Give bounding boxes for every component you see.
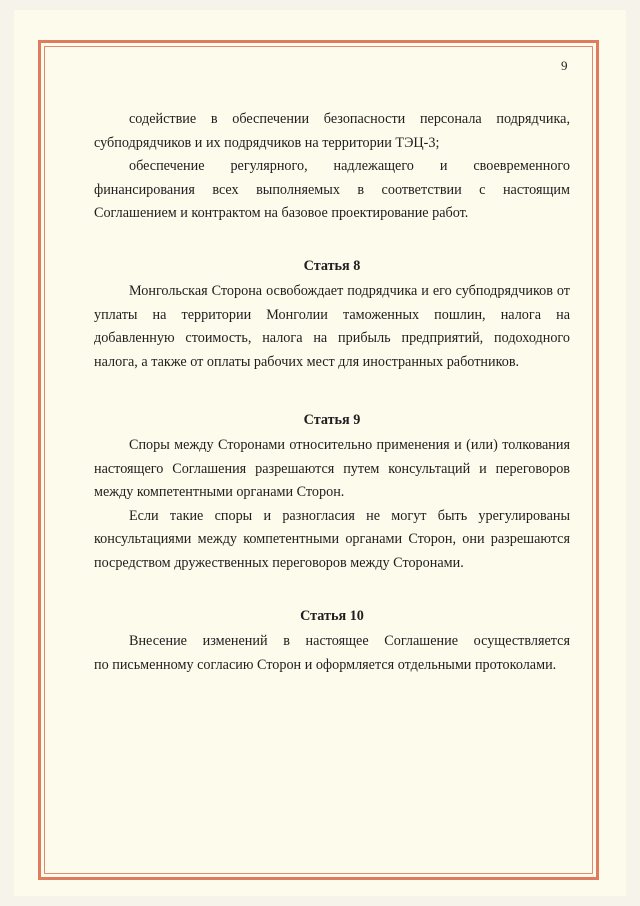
text-line: добавленную стоимость, налога на прибыль предприятий, подоходного [94, 330, 570, 346]
text-line: посредством дружественных переговоров между Сторонами. [94, 554, 464, 571]
text-line: между компетентными органами Сторон. [94, 484, 345, 500]
text-line: Если такие споры и разногласия не могут быть урегулированы [129, 507, 570, 524]
text-line: по письменному согласию Сторон и оформляется отдельными протоколами. [94, 656, 557, 673]
text-line: Внесение изменений в настоящее Соглашение осуществляется [129, 633, 570, 649]
text-line: Споры между Сторонами относительно применения и (или) толкования [129, 437, 570, 453]
article-8-heading: Статья 8 [303, 258, 361, 274]
text-line: Соглашением и контрактом на базовое проектирование работ. [94, 205, 469, 221]
text-line: финансирования всех выполняемых в соответствии с настоящим [94, 181, 570, 198]
text-line: налога, а также от оплаты рабочих мест для иностранных работников. [94, 353, 520, 370]
article-10-heading: Статья 10 [300, 608, 364, 624]
text-line: Монгольская Сторона освобождает подрядчика и его субподрядчиков от [129, 283, 570, 299]
paragraph-group-1 [94, 108, 570, 226]
article-10-text [94, 630, 570, 677]
article-9-heading: Статья 9 [303, 412, 361, 428]
article-9-text [94, 434, 570, 575]
text-line: субподрядчиков и их подрядчиков на территории ТЭЦ-3; [94, 134, 440, 151]
text-line: консультациями между компетентными органами Сторон, они разрешаются [94, 531, 570, 547]
text-line: настоящего Соглашения разрешаются путем консультаций и переговоров [94, 460, 570, 477]
text-line: содействие в обеспечении безопасности персонала подрядчика, [129, 111, 570, 127]
page-number: 9 [561, 58, 568, 73]
text-line: обеспечение регулярного, надлежащего и своевременного [129, 158, 570, 174]
article-8-text [94, 280, 570, 374]
text-line: уплаты на территории Монголии таможенных пошлин, налога на [94, 306, 570, 323]
